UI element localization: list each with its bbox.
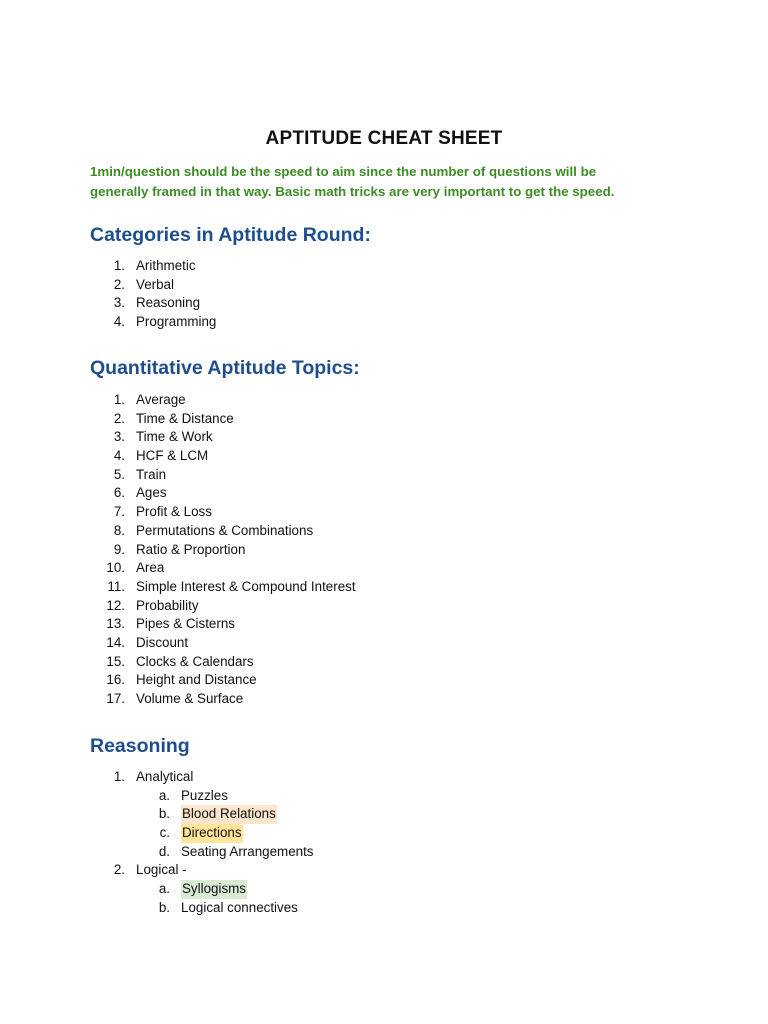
list-item-text: Discount: [136, 634, 189, 650]
list-item-letter: a.: [158, 881, 170, 897]
list-item-number: 10.: [106, 560, 125, 576]
list-item-text: Time & Distance: [136, 410, 234, 426]
categories-heading: Categories in Aptitude Round:: [90, 224, 371, 246]
list-item-text: Logical -: [136, 862, 187, 878]
list-item-number: 13.: [106, 616, 125, 632]
list-item-text: Clocks & Calendars: [136, 653, 254, 669]
list-item-letter: d.: [158, 843, 170, 859]
list-item-number: 7.: [113, 504, 125, 520]
list-item-text: Volume & Surface: [136, 691, 244, 706]
highlighted-text: Blood Relations: [181, 805, 277, 824]
list-item-text: Simple Interest & Compound Interest: [136, 578, 356, 594]
intro-paragraph: [90, 162, 710, 202]
list-item-number: 15.: [106, 653, 125, 669]
intro-line-1: 1min/question should be the speed to aim since the number of questions will be: [90, 164, 597, 179]
list-item-number: 14.: [106, 634, 125, 650]
list-item-text: Programming: [136, 314, 217, 330]
list-item-text: Ages: [136, 485, 167, 501]
intro-line-2: generally framed in that way. Basic math tricks are very important to get the speed.: [90, 184, 615, 199]
list-item-letter: b.: [158, 806, 170, 822]
list-item-text: Puzzles: [181, 787, 228, 803]
list-item-text: Arithmetic: [136, 258, 196, 273]
list-item-number: 12.: [106, 597, 125, 613]
list-item-number: 2.: [113, 862, 125, 878]
list-item-text: HCF & LCM: [136, 448, 209, 464]
list-item-text: Reasoning: [136, 295, 201, 311]
list-item-number: 8.: [113, 522, 125, 538]
quant-heading: Quantitative Aptitude Topics:: [90, 357, 360, 379]
list-item-number: 11.: [107, 578, 125, 594]
list-item-number: 5.: [113, 466, 125, 482]
list-item-text: Probability: [136, 597, 199, 613]
list-item-number: 4.: [113, 314, 125, 330]
list-item-number: 16.: [106, 672, 125, 688]
list-item-letter: a.: [158, 787, 170, 803]
list-item-text: Time & Work: [136, 429, 213, 445]
highlighted-text: Directions: [181, 824, 243, 843]
highlighted-text: Syllogisms: [181, 880, 247, 899]
list-item-text: Permutations & Combinations: [136, 522, 314, 538]
list-item-letter: b.: [158, 899, 170, 915]
list-item-number: 1.: [113, 392, 125, 407]
list-item-text: Train: [136, 466, 167, 482]
list-item-text: Pipes & Cisterns: [136, 616, 235, 632]
list-item-number: 17.: [106, 691, 125, 706]
list-item-text: Average: [136, 392, 186, 407]
list-item-number: 3.: [113, 429, 125, 445]
reasoning-heading: Reasoning: [90, 735, 190, 757]
list-item-letter: c.: [159, 825, 170, 841]
list-item-text: Profit & Loss: [136, 504, 212, 520]
list-item-text: Seating Arrangements: [181, 843, 314, 859]
list-item-number: 3.: [113, 295, 125, 311]
list-item-number: 6.: [113, 485, 125, 501]
list-item-number: 1.: [113, 769, 125, 784]
list-item-text: Area: [136, 560, 165, 576]
list-item-number: 9.: [113, 541, 125, 557]
list-item-number: 4.: [113, 448, 125, 464]
list-item-text: Ratio & Proportion: [136, 541, 246, 557]
page-title: APTITUDE CHEAT SHEET: [265, 128, 503, 149]
list-item-number: 2.: [113, 410, 125, 426]
list-item-text: Height and Distance: [136, 672, 257, 688]
list-item-text: Logical connectives: [181, 899, 298, 915]
list-item-number: 1.: [113, 258, 125, 273]
list-item-number: 2.: [113, 276, 125, 292]
list-item-text: Verbal: [136, 276, 174, 292]
list-item-text: Analytical: [136, 769, 194, 784]
